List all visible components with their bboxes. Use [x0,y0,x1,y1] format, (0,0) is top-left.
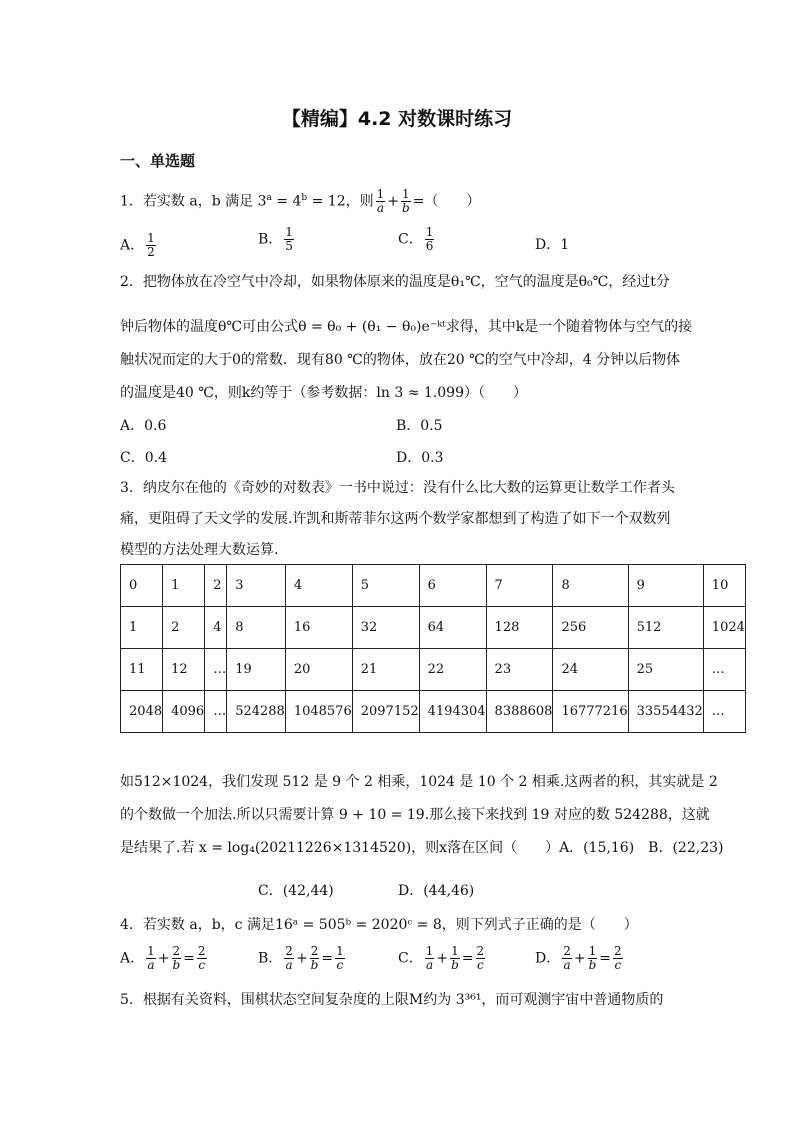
q1-fraction: $\frac{1}{a}$ [376,187,385,216]
q4-option-a[interactable]: A． $\frac{1}{a}$ + $\frac{2}{b}$ = $\frac{2}{c}$ [120,944,206,972]
q2-line-1: 2．把物体放在冷空气中冷却，如果物体原来的温度是θ₁℃，空气的温度是θ₀℃，经过t分 [120,274,670,290]
fraction: $\frac{1}{c}$ [336,944,344,972]
fraction: $\frac{2}{b}$ [310,944,319,972]
table-cell: 128 [486,607,553,649]
plus-sign: + [387,193,399,210]
q3-line-2: 痛，更阻碍了天文学的发展.许凯和斯蒂菲尔这两个数学家都想到了构造了如下一个双数列 [120,511,671,527]
table-cell: 23 [486,649,553,691]
table-cell: 4 [285,565,352,607]
page-title: 【精编】4.2 对数课时练习 [281,108,513,130]
q1-text: = 12，则 [307,193,374,210]
table-cell: 12 [163,649,205,691]
q4-stem: 4．若实数 a，b，c 满足16ᵃ = 505ᵇ = 2020ᶜ = 8，则下列式子正确的是（ ） [120,917,638,933]
q2-option-b[interactable]: B．0.5 [396,418,443,434]
table-cell: 256 [553,607,628,649]
table-cell: 7 [486,565,553,607]
table-cell: 24 [553,649,628,691]
fraction: $\frac{2}{c}$ [614,944,622,972]
table-cell: 512 [628,607,703,649]
table-cell: 4194304 [419,691,486,733]
section-heading: 一、单选题 [120,152,196,170]
q2-option-d[interactable]: D．0.3 [396,450,444,466]
q1-answer-blank: =（ ） [412,193,481,210]
table-cell: … [703,691,745,733]
table-cell: 2 [205,565,227,607]
fraction: $\frac{2}{c}$ [476,944,485,972]
fraction: $\frac{2}{b}$ [172,944,181,972]
table-cell: 2048 [121,691,163,733]
table-cell: 64 [419,607,486,649]
q4-option-b[interactable]: B． $\frac{2}{a}$ + $\frac{2}{b}$ = $\frac{1}{c}$ [258,944,344,972]
table-cell: 2097152 [352,691,419,733]
fraction: $\frac{1}{b}$ [451,944,459,972]
table-row [121,607,746,649]
table-cell: 6 [419,565,486,607]
table-cell: 4 [205,607,227,649]
table-cell: … [703,649,745,691]
fraction: $\frac{1}{a}$ [425,944,434,972]
table-row [121,565,746,607]
table-cell: 8 [227,607,286,649]
table-cell: 16 [285,607,352,649]
table-cell: 9 [628,565,703,607]
table-cell: 25 [628,649,703,691]
q1-exp-b: b [301,193,308,203]
table-cell: 8 [553,565,628,607]
fraction: $\frac{2}{a}$ [285,944,293,972]
table-cell: … [205,691,227,733]
table-cell: 1048576 [285,691,352,733]
q3-line-1: 3．纳皮尔在他的《奇妙的对数表》一书中说过：没有什么比大数的运算更让数学工作者头 [120,480,675,496]
fraction: $\frac{2}{c}$ [197,944,206,972]
table-cell: 11 [121,649,163,691]
q3-line-6: 是结果了.若 x = log₄(20211226×1314520)，则x落在区间（ ）A．(15,16) B．(22,23) [120,840,724,856]
table-cell: 32 [352,607,419,649]
table-cell: 0 [121,565,163,607]
table-cell: 1 [163,565,205,607]
table-cell: 19 [227,649,286,691]
table-row [121,649,746,691]
q2-line-2: 钟后物体的温度θ℃可由公式θ = θ₀ + (θ₁ − θ₀)e⁻ᵏᵗ求得，其中k是一个随着物体与空气的接 [120,319,693,335]
table-cell: 22 [419,649,486,691]
table-cell: 2 [163,607,205,649]
q1-option-a[interactable]: A． $\frac{1}{2}$ [120,231,155,259]
table-cell: 4096 [163,691,205,733]
q2-option-a[interactable]: A．0.6 [120,418,167,434]
q1-option-d[interactable]: D．1 [535,237,570,253]
q4-option-d[interactable]: D． $\frac{2}{a}$ + $\frac{1}{b}$ = $\frac{2}{c}$ [535,944,622,972]
table-cell: 1 [121,607,163,649]
fraction: $\frac{2}{a}$ [563,944,571,972]
q3-line-4: 如512×1024，我们发现 512 是 9 个 2 相乘，1024 是 10 个 2 相乘.这两者的积，其实就是 2 [120,774,718,790]
table-cell: 21 [352,649,419,691]
table-cell: 5 [352,565,419,607]
table-cell: 33554432 [628,691,703,733]
q1-fraction: $\frac{1}{b}$ [402,187,410,216]
q3-option-c[interactable]: C．(42,44) [258,883,334,899]
q3-line-3: 模型的方法处理大数运算. [120,542,279,558]
q4-option-c[interactable]: C． $\frac{1}{a}$ + $\frac{1}{b}$ = $\frac{2}{c}$ [398,944,485,972]
table-cell: 16777216 [553,691,628,733]
q1-option-c[interactable]: C． $\frac{1}{6}$ [398,225,434,253]
q5-stem: 5．根据有关资料，围棋状态空间复杂度的上限M约为 3³⁶¹，而可观测宇宙中普通物质的 [120,992,664,1008]
q2-line-4: 的温度是40 ℃，则k约等于（参考数据：ln 3 ≈ 1.099）（ ） [120,385,527,401]
q1-text: = 4 [271,193,302,210]
power-table [120,564,746,733]
table-row [121,691,746,733]
q1-text: 1．若实数 a，b 满足 3 [120,193,267,210]
table-cell: 10 [703,565,745,607]
table-cell: 20 [285,649,352,691]
question-1-stem [120,188,480,215]
q3-line-5: 的个数做一个加法.所以只需要计算 9 + 10 = 19.那么接下来找到 19 对应的数 524288，这就 [120,807,710,823]
q1-exp-a: a [266,193,272,203]
table-cell: 3 [227,565,286,607]
q2-line-3: 触状况而定的大于0的常数．现有80 ℃的物体，放在20 ℃的空气中冷却，4 分钟以后物体 [120,352,681,368]
table-cell: 524288 [227,691,286,733]
q1-option-b[interactable]: B． $\frac{1}{5}$ [258,225,293,253]
fraction: $\frac{1}{a}$ [147,944,155,972]
q3-option-d[interactable]: D．(44,46) [398,883,475,899]
q2-option-c[interactable]: C．0.4 [120,450,167,466]
table-cell: 8388608 [486,691,553,733]
table-cell: 1024 [703,607,745,649]
fraction: $\frac{1}{b}$ [588,944,597,972]
table-cell: … [205,649,227,691]
